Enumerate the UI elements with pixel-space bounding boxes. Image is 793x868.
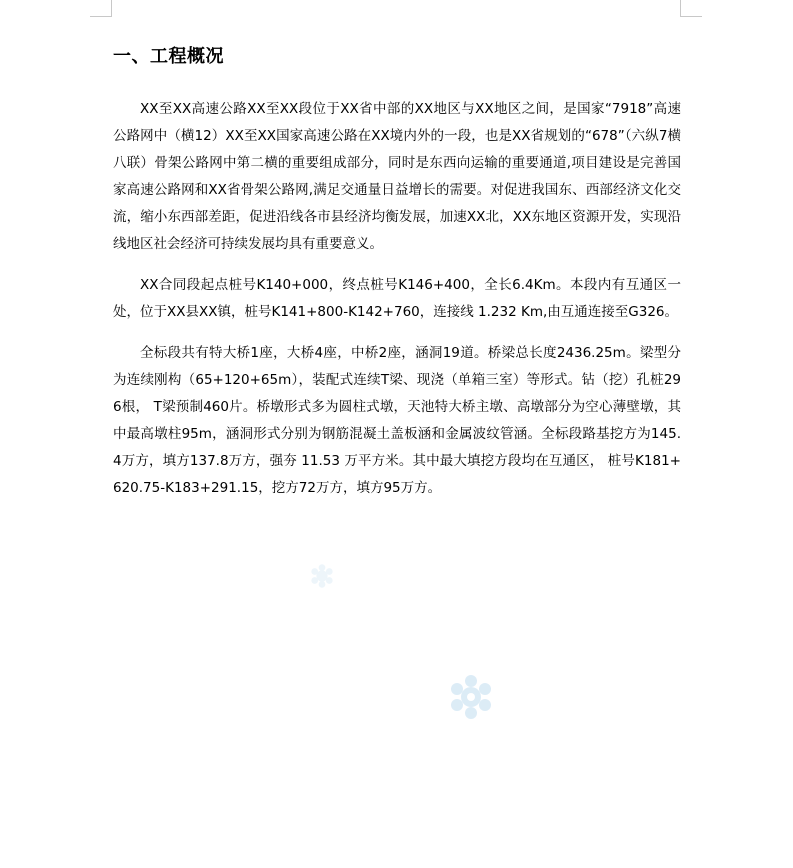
crop-mark-top-right-horizontal bbox=[680, 16, 702, 17]
paragraph-project-overview: XX至XX高速公路XX至XX段位于XX省中部的XX地区与XX地区之间，是国家“7918”高速公路网中（横12）XX至XX国家高速公路在XX境内外的一段，也是XX省规划的“678”（六纵7横八联）骨架公路网中第二横的重要组成部分，同时是东西向运输的重要通道,项目建设是完善国家高速公路网和XX省骨架公路网,满足交通量日益增长的需要。对促进我国东、西部经济文化交流，缩小东西部差距，促进沿线各市县经济均衡发展，加速XX北，XX东地区资源开发，实现沿线地区社会经济可持续发展均具有重要意义。 bbox=[113, 101, 681, 252]
snowflake-watermark-icon bbox=[446, 672, 496, 722]
crop-mark-top-left-vertical bbox=[111, 0, 112, 17]
section-heading: 一、工程概况 bbox=[113, 46, 224, 67]
paragraph-contract-section: XX合同段起点桩号K140+000，终点桩号K146+400，全长6.4Km。本段内有互通区一处，位于XX县XX镇，桩号K141+800-K142+760，连接线 1.232 Km,由互通连接至G326。 bbox=[113, 277, 681, 320]
snowflake-watermark-icon bbox=[308, 562, 336, 590]
document-body bbox=[113, 42, 681, 516]
crop-mark-top-right-vertical bbox=[680, 0, 681, 17]
crop-mark-top-left-horizontal bbox=[90, 16, 112, 17]
paragraph-bridges-and-earthwork: 全标段共有特大桥1座，大桥4座，中桥2座，涵洞19道。桥梁总长度2436.25m。梁型分为连续刚构（65+120+65m），装配式连续T梁、现浇（单箱三室）等形式。钻（挖）孔桩296根， T梁预制460片。桥墩形式多为圆柱式墩，天池特大桥主墩、高墩部分为空心薄壁墩，其中最高墩柱95m，涵洞形式分别为钢筋混凝土盖板涵和金属波纹管涵。全标段路基挖方为145.4万方，填方137.8万方，强夯 11.53 万平方米。其中最大填挖方段均在互通区， 桩号K181+620.75-K183+291.15，挖方72万方，填方95万方。 bbox=[113, 345, 681, 496]
